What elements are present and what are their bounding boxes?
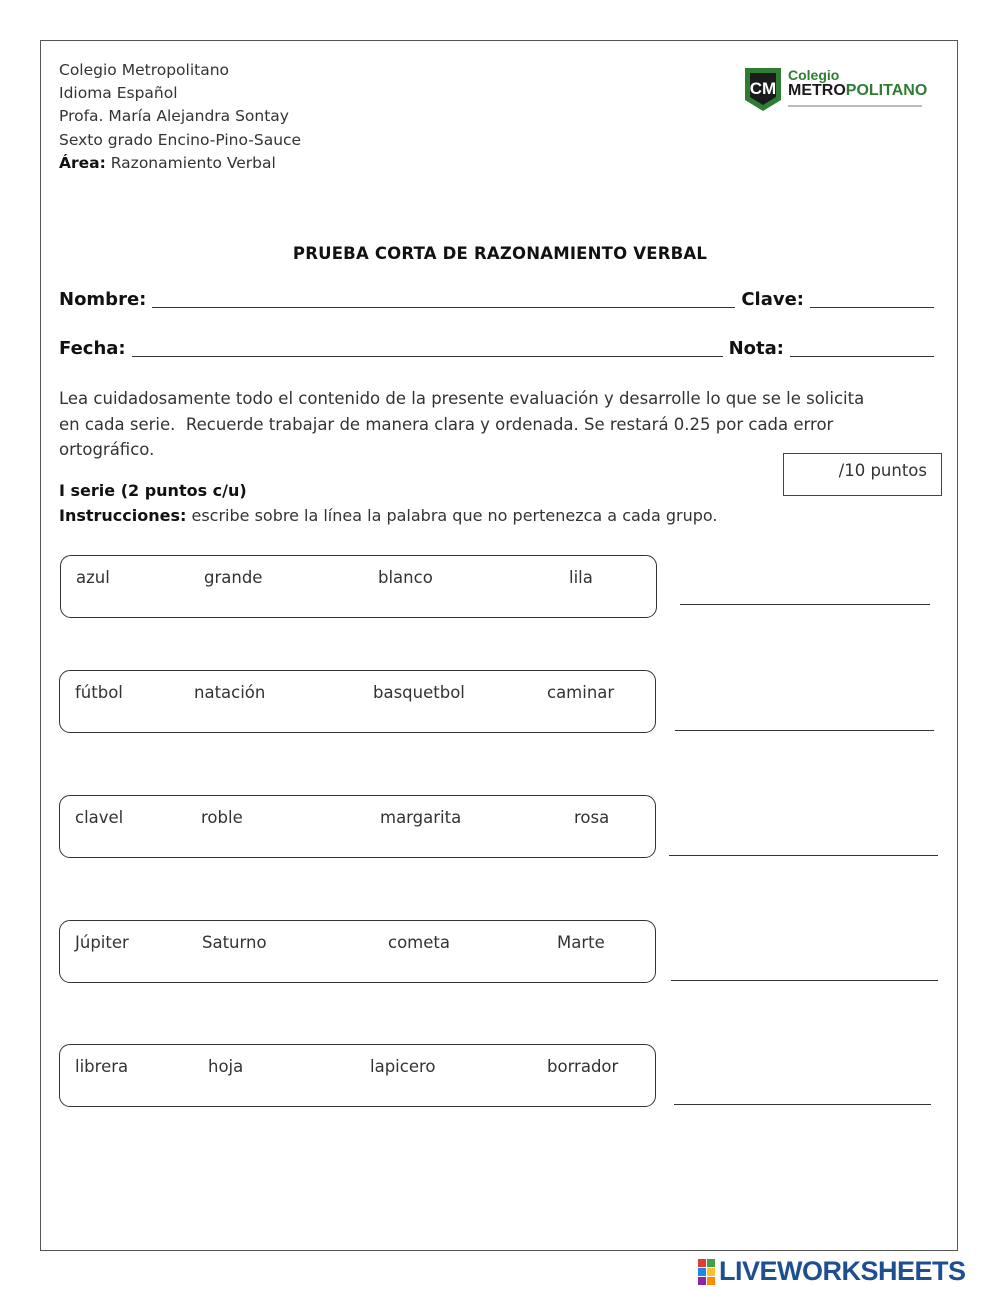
serie-title: I serie (2 puntos c/u): [59, 481, 247, 500]
instructions-text: escribe sobre la línea la palabra que no pertenezca a cada grupo.: [186, 506, 718, 525]
group-word: caminar: [547, 683, 615, 702]
score-text: /10 puntos: [838, 461, 927, 480]
liveworksheets-text: LIVEWORKSHEETS: [719, 1256, 966, 1286]
nota-label: Nota:: [728, 338, 784, 359]
answer-line[interactable]: [669, 855, 938, 856]
liveworksheets-brand: [698, 1256, 966, 1287]
nombre-row: [59, 289, 934, 310]
word-group-box: [59, 1044, 656, 1107]
fecha-label: Fecha:: [59, 338, 126, 359]
logo-underline: [788, 105, 922, 107]
group-word: basquetbol: [373, 683, 465, 702]
group-word: cometa: [388, 933, 450, 952]
serie-instructions: [59, 506, 717, 525]
group-word: roble: [201, 808, 243, 827]
score-box[interactable]: [783, 453, 942, 496]
liveworksheets-logo-icon: [698, 1259, 715, 1285]
group-word: fútbol: [75, 683, 123, 702]
subject-name: Idioma Español: [59, 84, 178, 103]
answer-line[interactable]: [671, 980, 938, 981]
word-group-box: [60, 555, 657, 618]
word-group-box: [59, 795, 656, 858]
group-word: Marte: [557, 933, 605, 952]
group-word: librera: [75, 1057, 129, 1076]
intro-line-3: ortográfico.: [59, 440, 155, 459]
area-label: Área:: [59, 153, 106, 172]
logo-text: [788, 68, 927, 98]
group-word: Saturno: [202, 933, 267, 952]
intro-line-1: Lea cuidadosamente todo el contenido de la presente evaluación y desarrolle lo que se le solicita: [59, 389, 865, 408]
intro-text: [59, 386, 929, 463]
clave-input-line[interactable]: [810, 289, 934, 308]
logo-monogram-text: CM: [749, 79, 777, 98]
fecha-row: [59, 338, 934, 359]
group-word: lapicero: [370, 1057, 436, 1076]
logo-line2-b: POLITANO: [845, 82, 928, 99]
area-line: [59, 152, 301, 175]
group-word: grande: [204, 568, 263, 587]
nota-input-line[interactable]: [790, 338, 934, 357]
area-value: Razonamiento Verbal: [110, 153, 276, 172]
nombre-label: Nombre:: [59, 289, 147, 310]
group-word: borrador: [547, 1057, 619, 1076]
word-group-box: [59, 670, 656, 733]
logo-line2-a: METRO: [788, 82, 846, 99]
instructions-label: Instrucciones:: [59, 506, 187, 525]
logo-line2: [788, 83, 927, 98]
group-word: Júpiter: [75, 933, 129, 952]
school-logo: [742, 64, 932, 116]
page-title: PRUEBA CORTA DE RAZONAMIENTO VERBAL: [292, 244, 708, 263]
answer-line[interactable]: [680, 604, 930, 605]
group-word: margarita: [380, 808, 462, 827]
group-word: azul: [76, 568, 110, 587]
clave-label: Clave:: [741, 289, 804, 310]
nombre-input-line[interactable]: [152, 289, 735, 308]
school-name: Colegio Metropolitano: [59, 61, 230, 79]
teacher-name: Profa. María Alejandra Sontay: [59, 107, 289, 126]
group-word: rosa: [574, 808, 610, 827]
group-word: hoja: [208, 1057, 244, 1076]
grade-name: Sexto grado Encino-Pino-Sauce: [59, 130, 302, 149]
answer-line[interactable]: [674, 1104, 931, 1105]
answer-line[interactable]: [675, 730, 934, 731]
group-word: blanco: [378, 568, 433, 587]
word-group-box: [59, 920, 656, 983]
header-info: [59, 59, 301, 175]
fecha-input-line[interactable]: [132, 338, 723, 357]
group-word: lila: [569, 568, 593, 587]
logo-monogram-icon: [742, 64, 784, 114]
intro-line-2: en cada serie. Recuerde trabajar de manera clara y ordenada. Se restará 0.25 por cada error: [59, 414, 834, 434]
logo-line1: Colegio: [788, 67, 840, 83]
group-word: natación: [194, 683, 266, 702]
group-word: clavel: [75, 808, 124, 827]
